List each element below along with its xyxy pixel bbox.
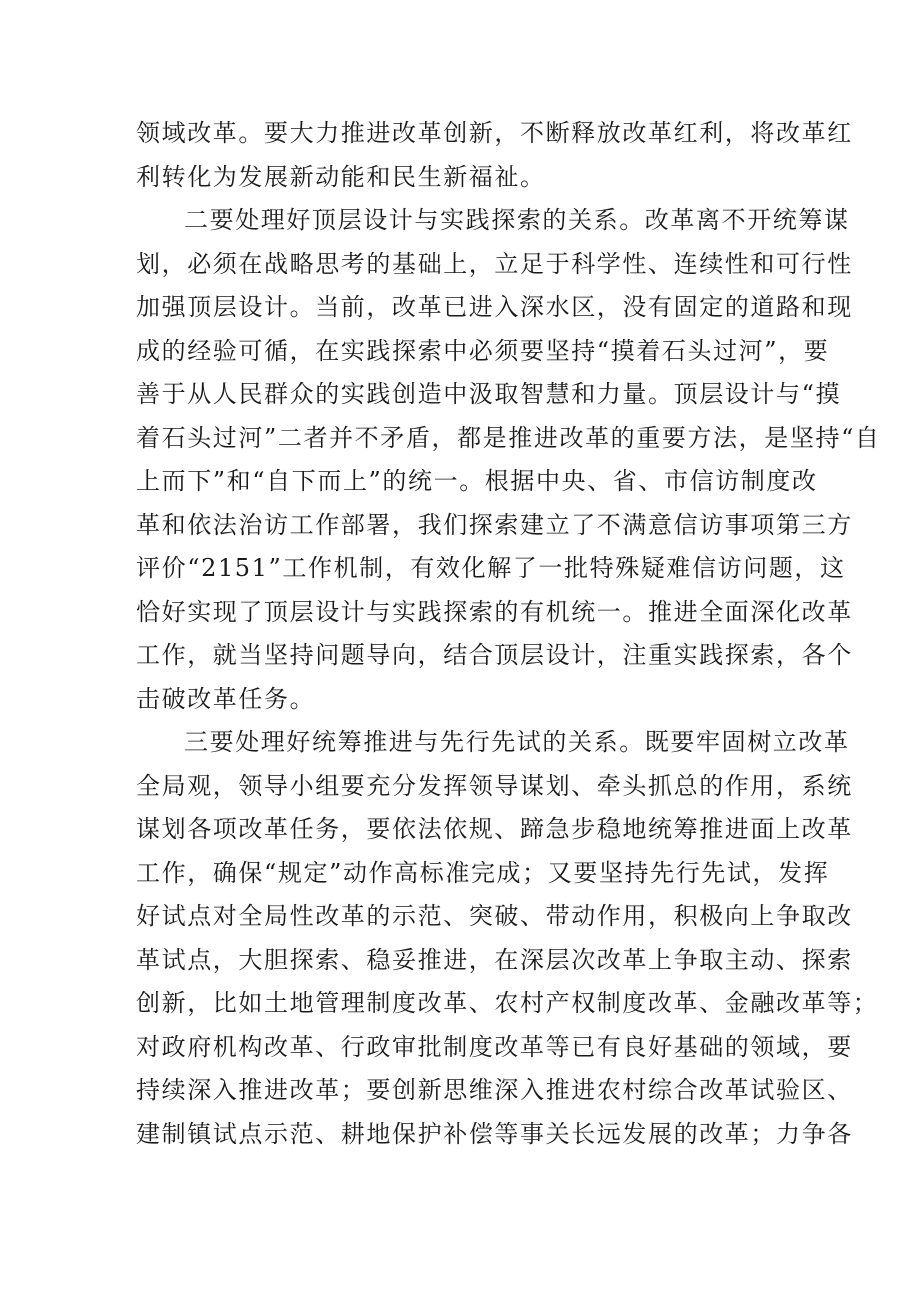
text-line: 建制镇试点示范、耕地保护补偿等事关长远发展的改革；力争各 bbox=[136, 1119, 853, 1148]
text-line: 恰好实现了顶层设计与实践探索的有机统一。推进全面深化改革 bbox=[136, 597, 853, 626]
text-line: 善于从人民群众的实践创造中汲取智慧和力量。顶层设计与“摸 bbox=[136, 380, 842, 408]
text-line: 划，必须在战略思考的基础上，立足于科学性、连续性和可行性 bbox=[136, 249, 853, 278]
text-line: 评价“2151”工作机制，有效化解了一批特殊疑难信访问题，这 bbox=[136, 554, 846, 582]
text-line: 全局观，领导小组要充分发挥领导谋划、牵头抓总的作用，系统 bbox=[136, 771, 853, 800]
text-line: 击破改革任务。 bbox=[136, 684, 316, 713]
paragraph-first-line: 二要处理好顶层设计与实践探索的关系。改革离不开统筹谋 bbox=[184, 206, 850, 234]
text-line: 革试点，大胆探索、稳妥推进，在深层次改革上争取主动、探索 bbox=[136, 945, 853, 974]
text-line: 对政府机构改革、行政审批制度改革等已有良好基础的领域，要 bbox=[136, 1032, 853, 1061]
text-line: 革和依法治访工作部署，我们探索建立了不满意信访事项第三方 bbox=[136, 510, 853, 539]
text-line: 谋划各项改革任务，要依法依规、蹄急步稳地统筹推进面上改革 bbox=[136, 815, 853, 843]
text-line: 加强顶层设计。当前，改革已进入深水区，没有固定的道路和现 bbox=[136, 293, 853, 321]
text-line: 成的经验可循，在实践探索中必须要坚持“摸着石头过河”，要 bbox=[136, 336, 830, 365]
text-line: 工作，就当坚持问题导向，结合顶层设计，注重实践探索，各个 bbox=[136, 641, 853, 669]
text-line: 工作，确保“规定”动作高标准完成；又要坚持先行先试，发挥 bbox=[136, 858, 830, 887]
text-line: 好试点对全局性改革的示范、突破、带动作用，积极向上争取改 bbox=[136, 902, 853, 930]
body-text bbox=[136, 112, 881, 1156]
text-line: 着石头过河”二者并不矛盾，都是推进改革的重要方法，是坚持“自 bbox=[136, 423, 881, 452]
text-line: 利转化为发展新动能和民生新福祉。 bbox=[136, 162, 546, 191]
text-line: 持续深入推进改革；要创新思维深入推进农村综合改革试验区、 bbox=[136, 1076, 853, 1104]
paragraph-first-line: 三要处理好统筹推进与先行先试的关系。既要牢固树立改革 bbox=[184, 728, 850, 756]
text-line: 领域改革。要大力推进改革创新，不断释放改革红利，将改革红 bbox=[136, 119, 853, 147]
text-line: 上而下”和“自下而上”的统一。根据中央、省、市信访制度改 bbox=[136, 467, 818, 495]
text-line: 创新，比如土地管理制度改革、农村产权制度改革、金融改革等； bbox=[136, 989, 879, 1017]
